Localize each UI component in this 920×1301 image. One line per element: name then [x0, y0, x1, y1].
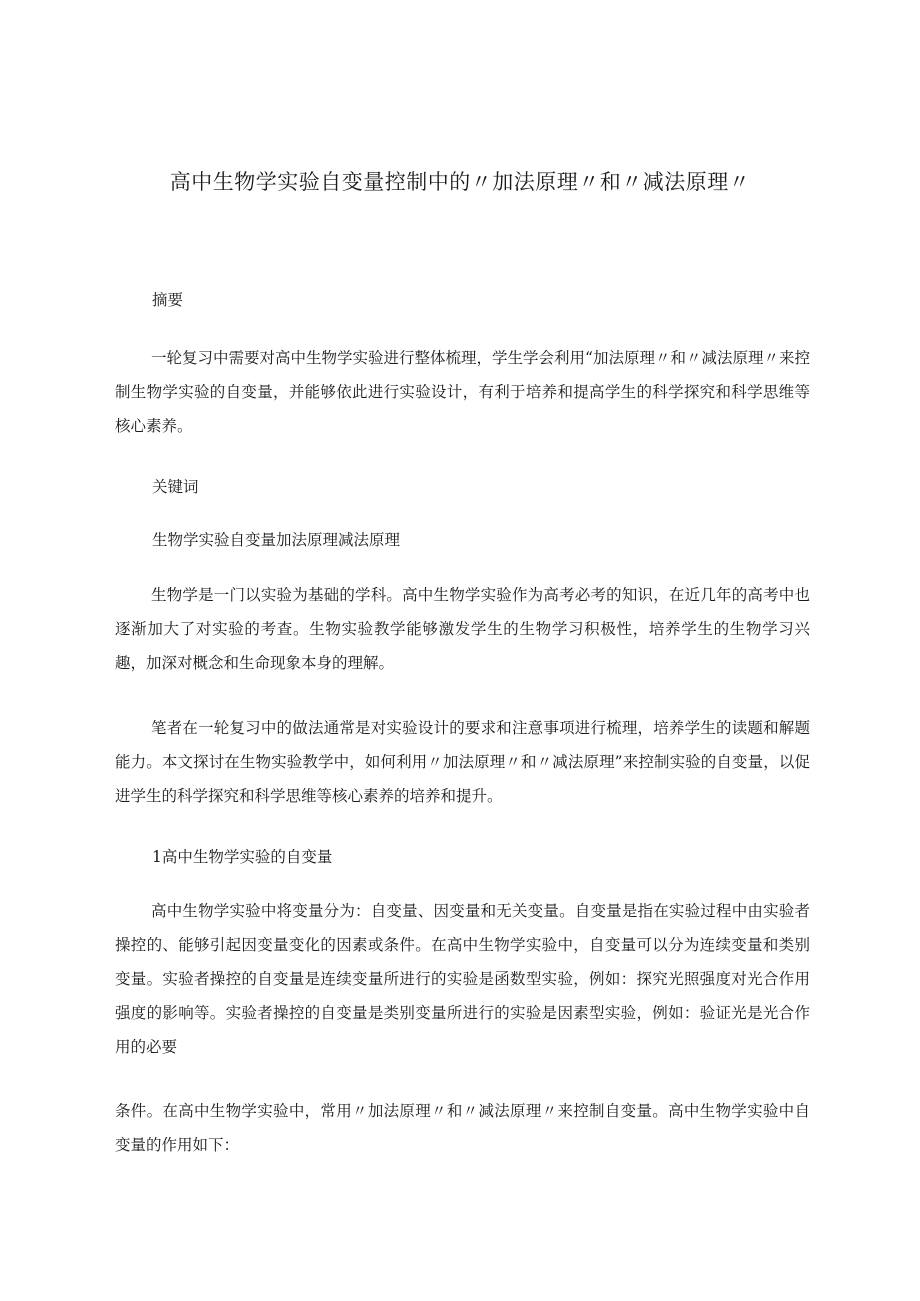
body-paragraph-3: 高中生物学实验中将变量分为：自变量、因变量和无关变量。自变量是指在实验过程中由实验者操控的、能够引起因变量变化的因素或条件。在高中生物学实验中，自变量可以分为连续变量和类别变量。实验者操控的自变量是连续变量所进行的实验是函数型实验，例如：探究光照强度对光合作用强度的影响等。实验者操控的自变量是类别变量所进行的实验是因素型实验，例如：验证光是光合作用的必要 — [115, 902, 810, 1056]
keywords-heading: 关键词 — [152, 478, 199, 496]
body-paragraph-2: 笔者在一轮复习中的做法通常是对实验设计的要求和注意事项进行梳理，培养学生的读题和解题能力。本文探讨在生物实验教学中，如何利用〃加法原理〃和〃减法原理”来控制实验的自变量，以促进学生的科学探究和科学思维等核心素养的培养和提升。 — [115, 719, 810, 805]
document-title: 高中生物学实验自变量控制中的〃加法原理〃和〃减法原理〃 — [169, 170, 751, 194]
section-1-heading: 1高中生物学实验的自变量 — [152, 848, 333, 866]
keywords-text: 生物学实验自变量加法原理减法原理 — [152, 531, 401, 549]
body-paragraph-1: 生物学是一门以实验为基础的学科。高中生物学实验作为高考必考的知识，在近几年的高考中也逐渐加大了对实验的考查。生物实验教学能够激发学生的生物学习积极性，培养学生的生物学习兴趣，加深对概念和生命现象本身的理解。 — [115, 586, 810, 672]
abstract-heading: 摘要 — [152, 291, 184, 309]
body-paragraph-4: 条件。在高中生物学实验中，常用〃加法原理〃和〃减法原理〃来控制自变量。高中生物学实验中自变量的作用如下： — [115, 1102, 810, 1154]
abstract-paragraph: 一轮复习中需要对高中生物学实验进行整体梳理，学生学会利用“加法原理〃和〃减法原理〃来控制生物学实验的自变量，并能够依此进行实验设计，有利于培养和提高学生的科学探究和科学思维等核心素养。 — [115, 349, 810, 435]
